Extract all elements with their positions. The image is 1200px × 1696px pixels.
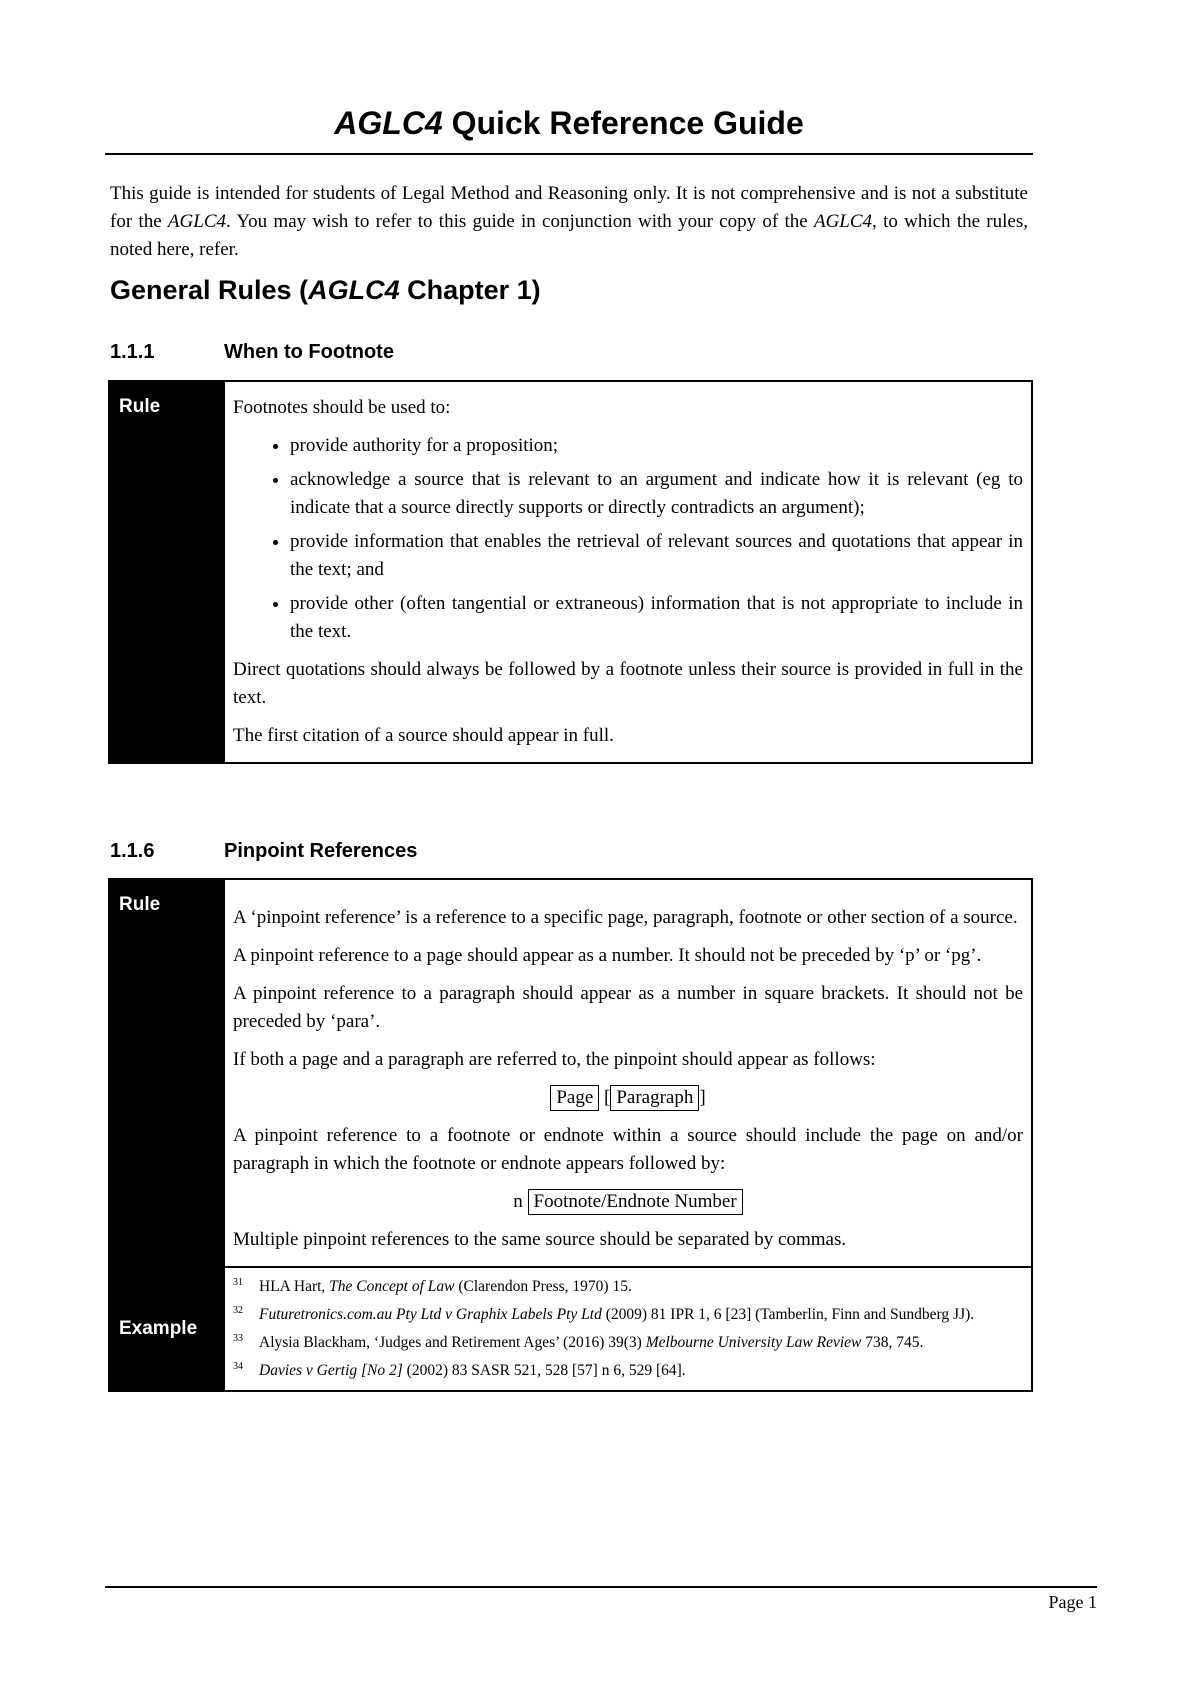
rule-box-when-to-footnote [108, 380, 1033, 764]
footer-divider [105, 1586, 1097, 1588]
rule-paragraph: If both a page and a paragraph are referred to, the pinpoint should appear as follows: [233, 1049, 876, 1070]
page-title: AGLC4 Quick Reference Guide [334, 105, 804, 141]
footnote-number-box: Footnote/Endnote Number [528, 1189, 743, 1215]
rule-box-pinpoint-references [108, 878, 1033, 1392]
rule-paragraph: Direct quotations should always be followed by a footnote unless their source is provided in full in the text. [233, 659, 1023, 708]
rule-paragraph: A pinpoint reference to a page should appear as a number. It should not be preceded by ‘p’ or ‘pg’. [233, 945, 982, 966]
example-label: Example [109, 1267, 224, 1391]
rule-paragraph: A ‘pinpoint reference’ is a reference to a specific page, paragraph, footnote or other section of a source. [233, 907, 1018, 928]
rule-bullets [233, 432, 1023, 646]
rule-content [224, 381, 1032, 763]
footnote-example: 31 HLA Hart, The Concept of Law (Clarendon Press, 1970) 15. [233, 1277, 632, 1295]
example-content [224, 1267, 1032, 1391]
section-heading-1-1-1: 1.1.1 When to Footnote [110, 341, 394, 363]
rule-label: Rule [109, 879, 224, 1267]
rule-label: Rule [109, 381, 224, 763]
rule-lead: Footnotes should be used to: [233, 397, 451, 418]
format-page-paragraph: Page [ Paragraph ] [233, 1084, 1023, 1112]
list-item: • provide authority for a proposition; [290, 432, 1023, 460]
list-item: • provide other (often tangential or extraneous) information that is not appropriate to include in the text. [290, 590, 1023, 646]
intro-paragraph: This guide is intended for students of Legal Method and Reasoning only. It is not comprehensive and is not a substitute for the AGLC4. You may wish to refer to this guide in conjunction with your copy of the AGLC4, to which the rules, noted here, refer. [110, 183, 1028, 260]
list-item: • provide information that enables the retrieval of relevant sources and quotations that appear in the text; and [290, 528, 1023, 584]
page-box: Page [550, 1085, 599, 1111]
list-item: • acknowledge a source that is relevant to an argument and indicate how it is relevant (eg to indicate that a source directly supports or directly contradicts an argument); [290, 466, 1023, 522]
format-footnote: n Footnote/Endnote Number [233, 1188, 1023, 1216]
footnote-example: 34 Davies v Gertig [No 2] (2002) 83 SASR 521, 528 [57] n 6, 529 [64]. [233, 1361, 686, 1379]
footnote-example: 32 Futuretronics.com.au Pty Ltd v Graphix Labels Pty Ltd (2009) 81 IPR 1, 6 [23] (Tamberlin, Finn and Sundberg JJ). [233, 1305, 975, 1323]
rule-paragraph: A pinpoint reference to a footnote or endnote within a source should include the page on and/or paragraph in which the footnote or endnote appears followed by: [233, 1125, 1023, 1174]
rule-paragraph: The first citation of a source should appear in full. [233, 725, 614, 746]
rule-paragraph: Multiple pinpoint references to the same source should be separated by commas. [233, 1229, 847, 1250]
rule-paragraph: A pinpoint reference to a paragraph should appear as a number in square brackets. It should not be preceded by ‘para’. [233, 983, 1023, 1032]
paragraph-box: Paragraph [610, 1085, 699, 1111]
section-heading-1-1-6: 1.1.6 Pinpoint References [110, 840, 418, 862]
page-number: Page 1 [1048, 1592, 1097, 1612]
footnote-example: 33 Alysia Blackham, ‘Judges and Retirement Ages’ (2016) 39(3) Melbourne University Law Review 738, 745. [233, 1333, 924, 1351]
rule-content [224, 879, 1032, 1267]
title-divider [105, 153, 1033, 155]
chapter-heading: General Rules (AGLC4 Chapter 1) [110, 275, 541, 305]
